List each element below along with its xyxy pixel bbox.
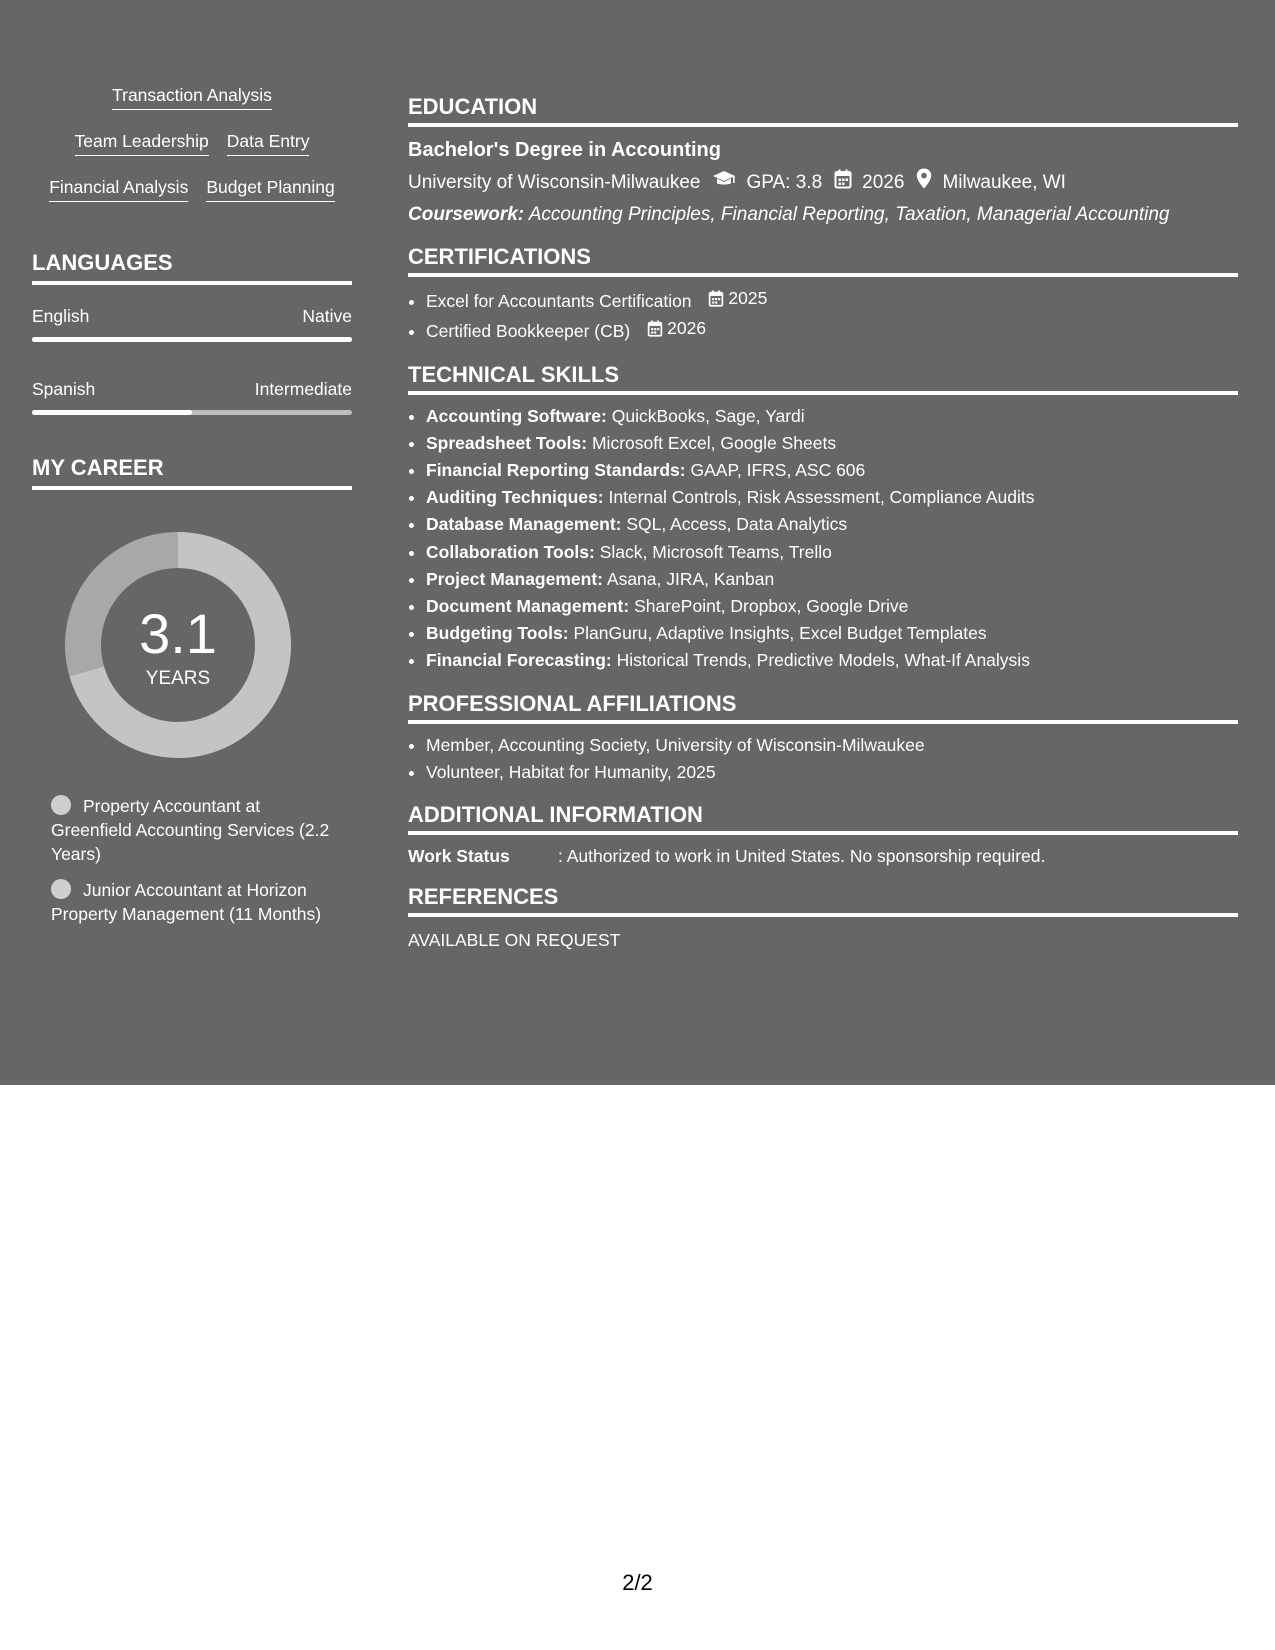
career-item [51, 878, 331, 926]
education-meta [408, 168, 1238, 197]
skill-label: Document Management: [426, 596, 630, 617]
education-location: Milwaukee, WI [942, 171, 1066, 193]
work-status-row [408, 844, 1238, 868]
coursework-list: Accounting Principles, Financial Reporting, Taxation, Managerial Accounting [528, 204, 1170, 225]
skill-tag: Data Entry [227, 130, 310, 156]
certification-year: 2025 [728, 288, 768, 308]
skill-item [426, 539, 1238, 566]
skill-item [426, 593, 1238, 620]
technical-skills-section [408, 362, 1238, 675]
skill-item [426, 484, 1238, 511]
education-gpa: GPA: 3.8 [746, 171, 823, 193]
skill-item [426, 620, 1238, 647]
skill-label: Database Management: [426, 514, 622, 535]
skill-value: GAAP, IFRS, ASC 606 [690, 460, 866, 480]
calendar-icon [708, 290, 724, 307]
calendar-icon [834, 169, 852, 197]
education-degree: Bachelor's Degree in Accounting [408, 139, 721, 161]
affiliation-item: • Member, Accounting Society, University of Wisconsin-Milwaukee [426, 732, 1238, 759]
skill-item [426, 647, 1238, 674]
references-heading: REFERENCES [408, 884, 1238, 917]
technical-skills-list [408, 403, 1238, 675]
skill-item [426, 566, 1238, 593]
skill-label: Accounting Software: [426, 405, 607, 426]
certification-item [426, 315, 1238, 345]
career-item-text: Property Accountant at Greenfield Accounting Services (2.2 Years) [51, 796, 330, 864]
languages-heading: LANGUAGES [32, 250, 352, 285]
language-item [32, 378, 352, 415]
career-total-value: 3.1 [139, 602, 217, 665]
skill-value: Asana, JIRA, Kanban [606, 568, 775, 589]
technical-skills-heading: TECHNICAL SKILLS [408, 362, 1238, 395]
skill-label: Budgeting Tools: [426, 623, 569, 644]
certification-name: Certified Bookkeeper (CB) [426, 321, 631, 342]
skill-item [426, 457, 1238, 484]
career-item-text: Junior Accountant at Horizon Property Management (11 Months) [51, 880, 322, 924]
skill-value: PlanGuru, Adaptive Insights, Excel Budget Templates [573, 623, 987, 644]
skill-value: Historical Trends, Predictive Models, What-If Analysis [616, 650, 1030, 671]
career-list [51, 794, 331, 926]
skills-row [32, 130, 352, 156]
skill-label: Auditing Techniques: [426, 487, 604, 508]
career-total-unit: YEARS [145, 668, 211, 689]
certification-item [426, 285, 1238, 315]
affiliations-section [408, 691, 1238, 786]
career-total [65, 532, 291, 758]
skill-value: Internal Controls, Risk Assessment, Compliance Audits [608, 487, 1035, 508]
skill-item [426, 430, 1238, 457]
language-proficiency-bar [32, 410, 352, 415]
skill-tag: Financial Analysis [49, 176, 188, 202]
skill-tag: Budget Planning [206, 176, 334, 202]
skill-value: SQL, Access, Data Analytics [626, 514, 848, 535]
skill-tag: Team Leadership [75, 130, 209, 156]
references-text: AVAILABLE ON REQUEST [408, 930, 621, 951]
coursework-label: Coursework: [408, 204, 525, 225]
skill-item [426, 511, 1238, 538]
certification-year: 2026 [667, 318, 707, 339]
certification-name: Excel for Accountants Certification [426, 291, 692, 312]
affiliation-item: • Volunteer, Habitat for Humanity, 2025 [426, 759, 1238, 786]
skill-label: Spreadsheet Tools: [426, 432, 588, 453]
education-coursework [408, 202, 1238, 228]
education-year: 2026 [862, 171, 905, 193]
skill-label: Financial Reporting Standards: [426, 460, 686, 480]
left-column [32, 84, 352, 938]
language-level: Intermediate [254, 379, 352, 399]
skill-label: Project Management: [426, 568, 603, 589]
page-number: 2/2 [622, 1570, 653, 1595]
language-proficiency-bar [32, 337, 352, 342]
language-proficiency-fill [32, 410, 192, 415]
language-name: Spanish [32, 379, 96, 399]
skill-tag: Transaction Analysis [112, 84, 272, 110]
skill-value: Microsoft Excel, Google Sheets [591, 432, 837, 453]
skill-value: SharePoint, Dropbox, Google Drive [634, 596, 909, 617]
work-status-value: : Authorized to work in United States. No sponsorship required. [558, 846, 1046, 867]
map-pin-icon [916, 168, 932, 197]
skill-label: Financial Forecasting: [426, 650, 612, 671]
education-heading: EDUCATION [408, 94, 1238, 127]
language-item [32, 305, 352, 342]
right-column [408, 94, 1238, 952]
certifications-section [408, 244, 1238, 346]
language-level: Native [302, 306, 352, 326]
certifications-heading: CERTIFICATIONS [408, 244, 1238, 277]
skill-label: Collaboration Tools: [426, 541, 595, 562]
certifications-list [408, 285, 1238, 346]
additional-info-section [408, 802, 1238, 868]
calendar-icon [647, 320, 663, 337]
skill-item [426, 403, 1238, 430]
career-dot [51, 795, 71, 815]
affiliations-list [408, 732, 1238, 786]
skill-value: QuickBooks, Sage, Yardi [611, 405, 805, 426]
language-proficiency-fill [32, 337, 352, 342]
affiliations-heading: PROFESSIONAL AFFILIATIONS [408, 691, 1238, 724]
skills-row [32, 84, 352, 110]
career-item [51, 794, 331, 866]
education-school: University of Wisconsin-Milwaukee [408, 171, 701, 193]
skill-value: Slack, Microsoft Teams, Trello [599, 541, 832, 562]
references-section [408, 884, 1238, 952]
career-heading: MY CAREER [32, 455, 352, 490]
additional-info-heading: ADDITIONAL INFORMATION [408, 802, 1238, 835]
skills-row [32, 176, 352, 202]
language-name: English [32, 306, 90, 326]
career-dot [51, 879, 71, 899]
graduation-cap-icon [712, 170, 736, 196]
work-status-label: Work Status [408, 846, 510, 867]
career-donut-chart [65, 532, 291, 758]
